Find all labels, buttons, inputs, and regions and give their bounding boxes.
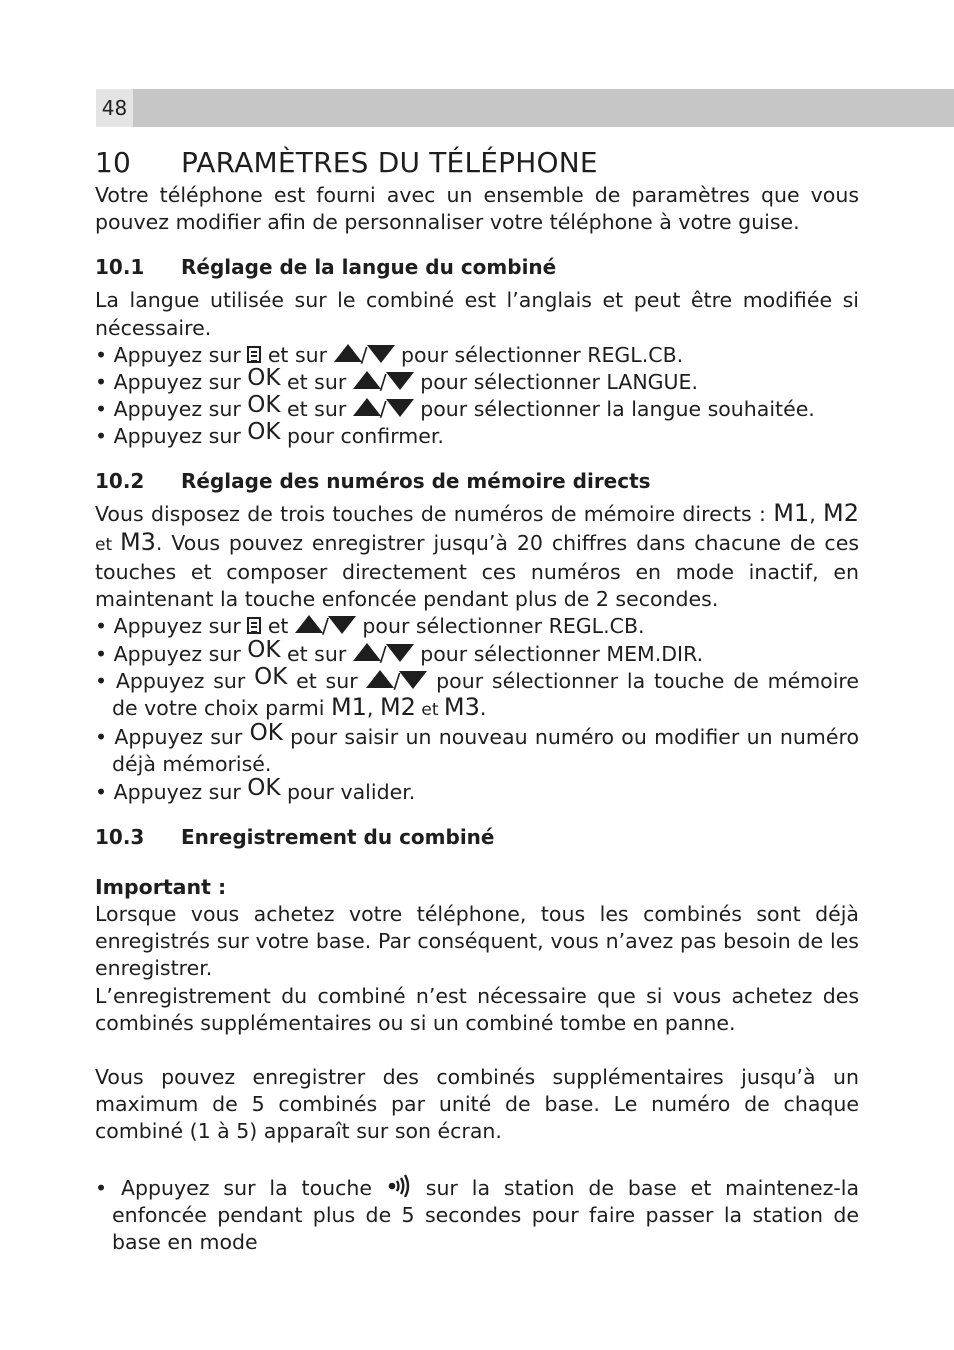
up-arrow-icon [353,643,381,661]
registration-paragraph-1: Lorsque vous achetez votre téléphone, tous les combinés sont déjà enregistrés sur votre base. Par conséquent, vous n’avez pas besoin de les enregistrer. [95,902,859,981]
list-item: • Appuyez sur la touche sur la station de base et maintenez-la enfoncée pendant plus de 5 secondes pour faire passer la station de base en mode [95,1173,859,1257]
down-arrow-icon [399,671,427,689]
up-arrow-icon [353,371,381,389]
down-arrow-icon [386,644,414,662]
subsection-title: Réglage des numéros de mémoire directs [181,468,651,493]
subsection-heading-10-2 [95,468,859,495]
language-paragraph: La langue utilisée sur le combiné est l’anglais et peut être modifiée si nécessaire. [95,288,859,340]
subsection-number: 10.3 [95,824,145,849]
ok-key-label: OK [247,365,281,392]
important-label: Important : [95,874,227,899]
ok-key-label: OK [247,419,281,446]
subsection-number: 10.2 [95,468,145,493]
list-item: • Appuyez sur et sur / pour sélectionner REGL.CB. [95,342,684,367]
list-item: • Appuyez sur OK pour valider. [95,774,416,804]
registration-paragraph-2: L’enregistrement du combiné n’est nécessaire que si vous achetez des combinés supplémentaires ou si un combiné tombe en panne. [95,983,859,1035]
up-arrow-icon [334,344,362,362]
ok-key-label: OK [254,663,288,690]
list-item: • Appuyez sur et / pour sélectionner REGL.CB. [95,614,645,639]
section-number: 10 [95,146,132,179]
menu-key-icon [247,617,261,634]
m2-key-label: M2 [379,693,416,722]
list-item: • Appuyez sur OK pour saisir un nouveau numéro ou modifier un numéro déjà mémorisé. [95,720,859,777]
subsection-number: 10.1 [95,255,145,280]
ok-key-label: OK [247,392,281,419]
up-arrow-icon [353,398,381,416]
subsection-title: Réglage de la langue du combiné [181,255,557,280]
page-header-bar [96,89,954,127]
list-item: • Appuyez sur OK et sur / pour sélectionner la langue souhaitée. [95,392,815,422]
down-arrow-icon [386,372,414,390]
ok-key-label: OK [247,774,281,801]
list-item: • Appuyez sur OK et sur / pour sélectionner la touche de mémoire de votre choix parmi M1, M2 et M3. [95,663,859,722]
section-heading [95,140,859,186]
up-arrow-icon [295,615,323,633]
memory-paragraph: Vous disposez de trois touches de numéros de mémoire directs : M1, M2 et M3. Vous pouvez enregistrer jusqu’à 20 chiffres dans chacune de ces touches et composer directement ces numéros en mode inactif, en maintenant la touche enfoncée pendant plus de 2 secondes. [95,498,859,612]
m1-key-label: M1 [330,693,367,722]
ok-key-label: OK [249,720,283,747]
down-arrow-icon [367,345,395,363]
down-arrow-icon [328,616,356,634]
page-number: 48 [96,89,133,127]
list-item: • Appuyez sur OK et sur / pour sélectionner MEM.DIR. [95,636,704,666]
subsection-heading-10-3 [95,824,859,851]
down-arrow-icon [386,399,414,417]
subsection-heading-10-1 [95,254,859,281]
subsection-title: Enregistrement du combiné [181,824,495,849]
up-arrow-icon [366,670,394,688]
page-content [95,140,859,1256]
paging-key-icon [386,1173,412,1197]
list-item: • Appuyez sur OK et sur / pour sélectionner LANGUE. [95,365,699,395]
section-title: PARAMÈTRES DU TÉLÉPHONE [181,146,598,179]
m2-key-label: M2 [823,498,859,527]
ok-key-label: OK [247,636,281,663]
m3-key-label: M3 [443,693,480,722]
menu-key-icon [247,346,261,363]
registration-paragraph-3: Vous pouvez enregistrer des combinés supplémentaires jusqu’à un maximum de 5 combinés par unité de base. Le numéro de chaque combiné (1 à 5) apparaît sur son écran. [95,1065,859,1144]
intro-paragraph: Votre téléphone est fourni avec un ensemble de paramètres que vous pouvez modifier afin de personnaliser votre téléphone à votre guise. [95,183,859,235]
m1-key-label: M1 [773,498,810,527]
list-item: • Appuyez sur OK pour confirmer. [95,419,444,449]
m3-key-label: M3 [119,527,156,556]
